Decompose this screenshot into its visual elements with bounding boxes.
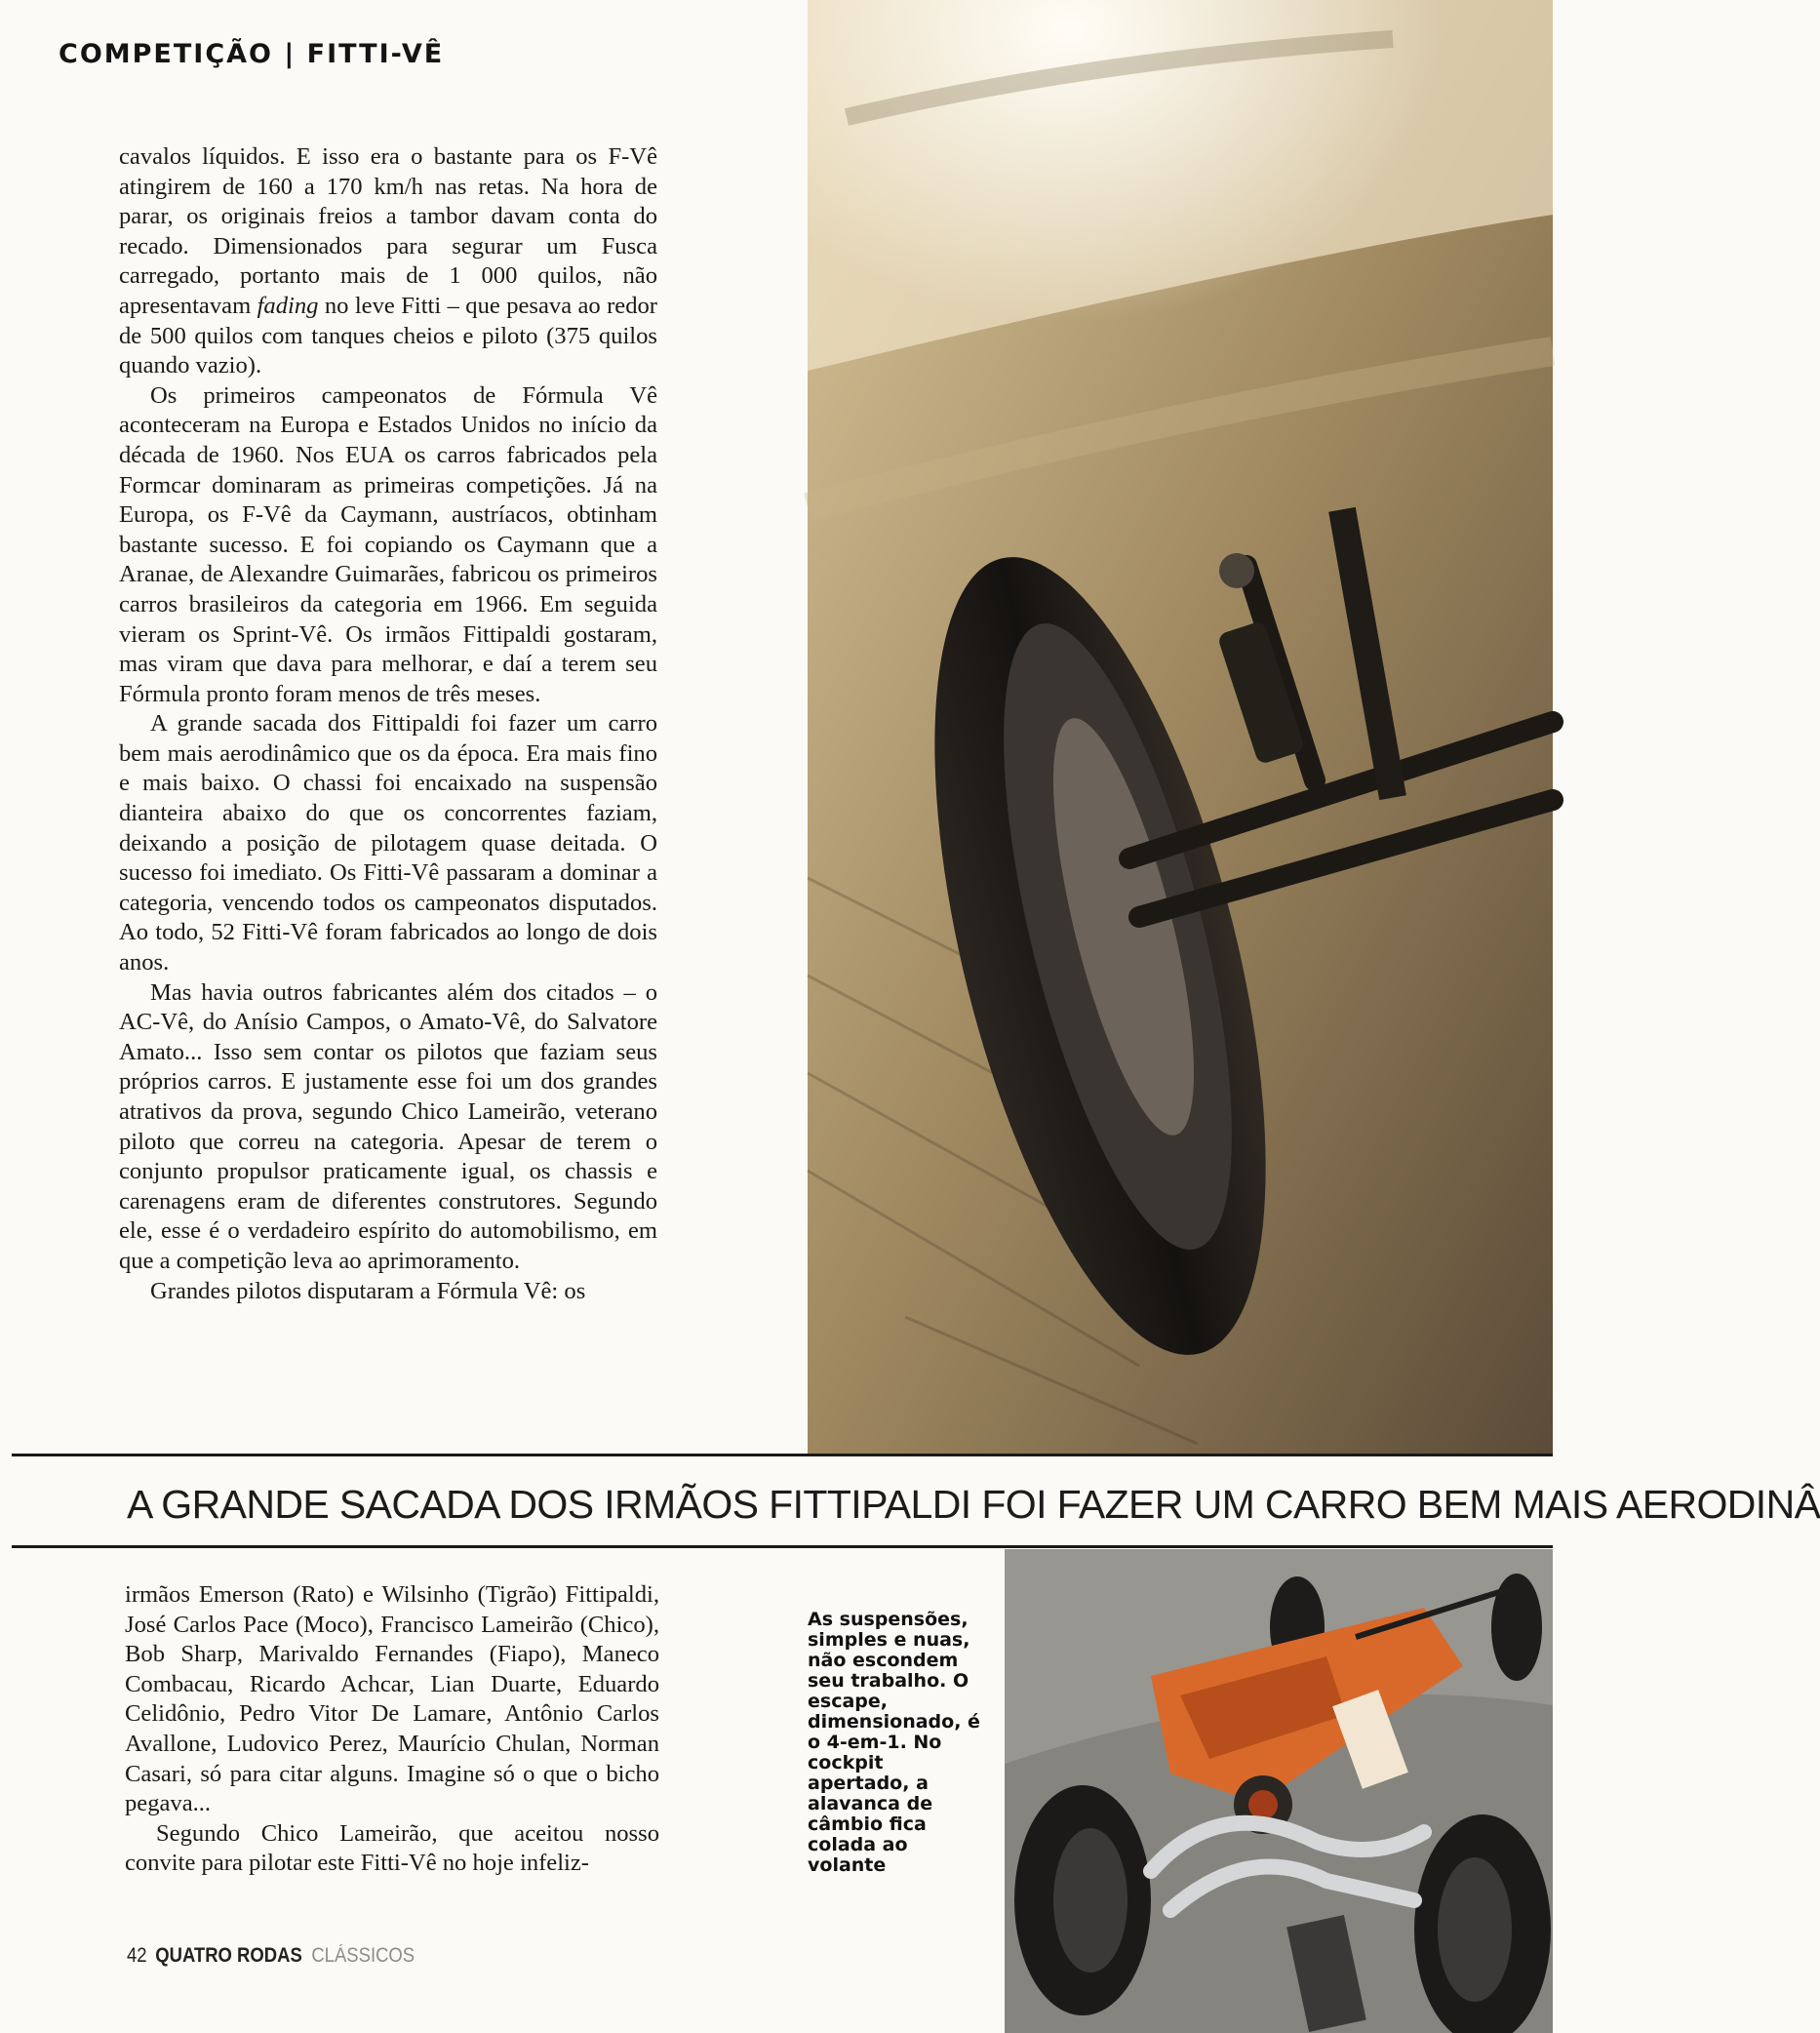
page-number: 42 (127, 1944, 147, 1967)
article-column-bottom (125, 1580, 659, 1879)
pull-quote: A GRANDE SACADA DOS IRMÃOS FITTIPALDI FOI FAZER UM CARRO BEM MAIS AERODINÂ (127, 1482, 1820, 1527)
wheel-motion-photo (808, 0, 1553, 1454)
pull-quote-rule-top (12, 1454, 1553, 1456)
page-footer (127, 1944, 415, 1968)
article-paragraph: A grande sacada dos Fittipaldi foi fazer um carro bem mais aerodinâmico que os da época. Era mais fino e mais baixo. O chassi foi encaixado na suspensão dianteira abaixo do que os concorrentes faziam, deixando a posição de pilotagem quase deitada. O sucesso foi imediato. Os Fitti-Vê passaram a dominar a categoria, vencendo todos os campeonatos disputados. Ao todo, 52 Fitti-Vê foram fabricados ao longo de dois anos. (119, 710, 657, 977)
wheel-photo-illustration (808, 0, 1553, 1454)
article-paragraph: cavalos líquidos. E isso era o bastante para os F-Vê atingirem de 160 a 170 km/h nas retas. Na hora de parar, os originais freios a tambor davam conta do recado. Dimensionados para segurar um Fusca carregado, portanto mais de 1 000 quilos, não apresentavam fading no leve Fitti – que pesava ao redor de 500 quilos com tanques cheios e piloto (375 quilos quando vazio). (119, 143, 657, 379)
photo-caption: As suspensões, simples e nuas, não escondem seu trabalho. O escape, dimensionado, é o 4-em-1. No cockpit apertado, a alavanca de câmbio fica colada ao volante (808, 1609, 980, 1876)
article-paragraph: Mas havia outros fabricantes além dos citados – o AC-Vê, do Anísio Campos, o Amato-Vê, do Salvatore Amato... Isso sem contar os pilotos que faziam seus próprios carros. E justamente esse foi um dos grandes atrativos da prova, segundo Chico Lameirão, veterano piloto que correu na categoria. Apesar de terem o conjunto propulsor praticamente igual, os chassis e carenagens eram de diferentes construtores. Segundo ele, esse é o verdadeiro espírito do automobilismo, em que a competição leva ao aprimoramento. (119, 978, 657, 1274)
car-rear-photo (1005, 1549, 1553, 2033)
article-paragraph: Grandes pilotos disputaram a Fórmula Vê: os (150, 1277, 586, 1304)
magazine-name: QUATRO RODAS (155, 1944, 302, 1967)
article-paragraph: Segundo Chico Lameirão, que aceitou nosso convite para pilotar este Fitti-Vê no hoje infeliz- (125, 1819, 659, 1877)
pull-quote-rule-bottom (12, 1545, 1553, 1548)
magazine-section: CLÁSSICOS (311, 1944, 415, 1967)
section-header: COMPETIÇÃO | FITTI-VÊ (59, 39, 445, 69)
car-rear-illustration (1005, 1549, 1553, 2033)
article-column-top (119, 142, 657, 1306)
article-paragraph: irmãos Emerson (Rato) e Wilsinho (Tigrão) Fittipaldi, José Carlos Pace (Moco), Francisco Lameirão (Chico), Bob Sharp, Marivaldo Fernandes (Fiapo), Maneco Combacau, Ricardo Achcar, Lian Duarte, Eduardo Celidônio, Pedro Vitor De Lamare, Antônio Carlos Avallone, Ludovico Perez, Maurício Chulan, Norman Casari, só para citar alguns. Imagine só o que o bicho pegava... (125, 1581, 659, 1817)
article-paragraph: Os primeiros campeonatos de Fórmula Vê aconteceram na Europa e Estados Unidos no início da década de 1960. Nos EUA os carros fabricados pela Formcar dominaram as primeiras competições. Já na Europa, os F-Vê da Caymann, austríacos, obtinham bastante sucesso. E foi copiando os Caymann que a Aranae, de Alexandre Guimarães, fabricou os primeiros carros brasileiros da categoria em 1966. Em seguida vieram os Sprint-Vê. Os irmãos Fittipaldi gostaram, mas viram que dava para melhorar, e daí a terem seu Fórmula pronto foram menos de três meses. (119, 381, 657, 707)
